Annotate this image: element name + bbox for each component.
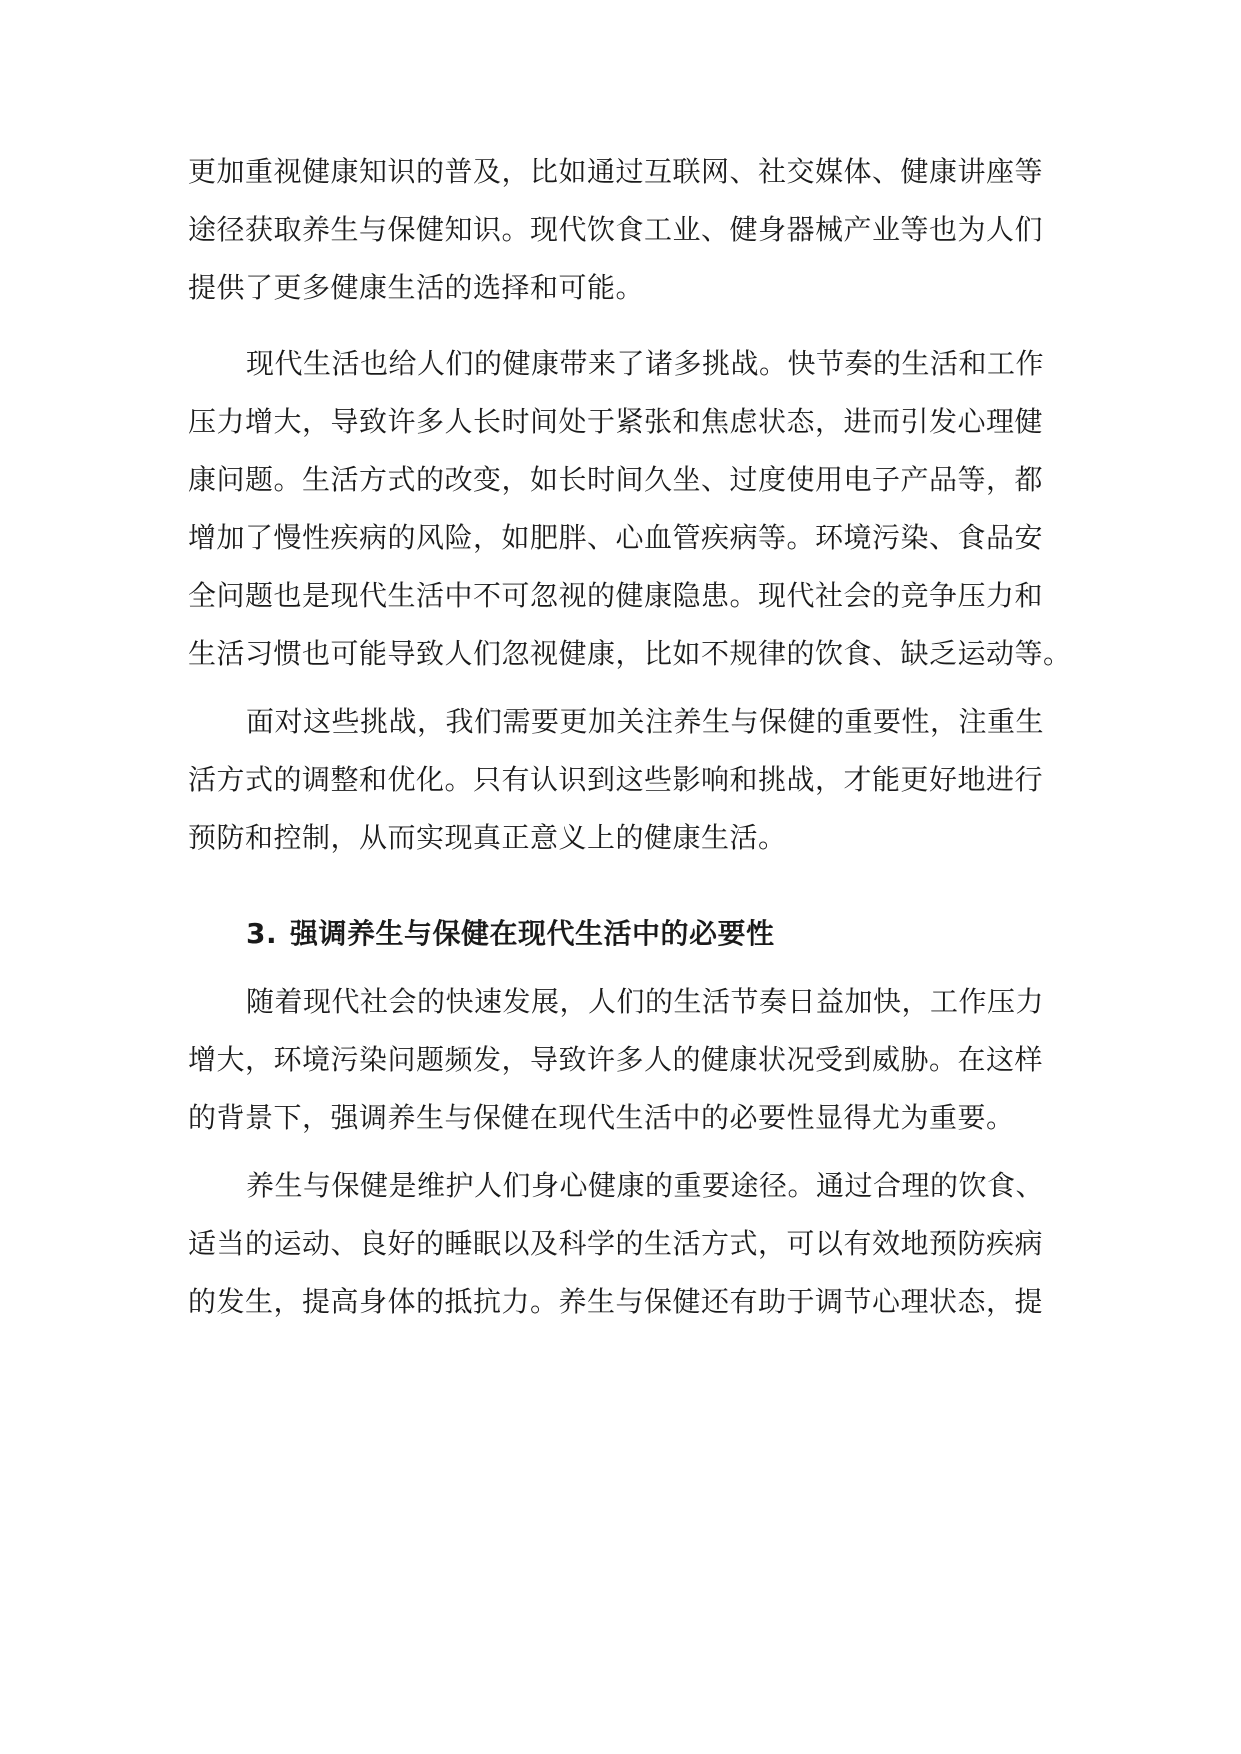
paragraph-line: 适当的运动、良好的睡眠以及科学的生活方式，可以有效地预防疾病 [188, 1227, 1044, 1260]
paragraph-line: 增大，环境污染问题频发，导致许多人的健康状况受到威胁。在这样 [188, 1043, 1044, 1076]
paragraph-line: 生活习惯也可能导致人们忽视健康，比如不规律的饮食、缺乏运动等。 [188, 637, 1072, 670]
paragraph-4 [188, 973, 1054, 1147]
paragraph-line: 面对这些挑战，我们需要更加关注养生与保健的重要性，注重生 [246, 705, 1045, 738]
section-heading [188, 905, 1054, 963]
paragraph-line: 养生与保健是维护人们身心健康的重要途径。通过合理的饮食、 [246, 1169, 1045, 1202]
paragraph-line: 全问题也是现代生活中不可忽视的健康隐患。现代社会的竞争压力和 [188, 579, 1044, 612]
paragraph-line: 压力增大，导致许多人长时间处于紧张和焦虑状态，进而引发心理健 [188, 405, 1044, 438]
section-title: 强调养生与保健在现代生活中的必要性 [290, 917, 775, 950]
paragraph-line: 的背景下，强调养生与保健在现代生活中的必要性显得尤为重要。 [188, 1101, 1015, 1134]
paragraph-line: 随着现代社会的快速发展，人们的生活节奏日益加快，工作压力 [246, 985, 1045, 1018]
paragraph-3 [188, 693, 1054, 867]
section-number: 3. [246, 917, 278, 950]
paragraph-line: 的发生，提高身体的抵抗力。养生与保健还有助于调节心理状态，提 [188, 1285, 1044, 1318]
page-content [188, 143, 1072, 1331]
paragraph-line: 途径获取养生与保健知识。现代饮食工业、健身器械产业等也为人们 [188, 213, 1044, 246]
paragraph-2 [188, 335, 1072, 683]
paragraph-line: 提供了更多健康生活的选择和可能。 [188, 271, 645, 304]
paragraph-line: 增加了慢性疾病的风险，如肥胖、心血管疾病等。环境污染、食品安 [188, 521, 1044, 554]
paragraph-line: 现代生活也给人们的健康带来了诸多挑战。快节奏的生活和工作 [246, 347, 1045, 380]
paragraph-1 [188, 143, 1054, 317]
paragraph-5 [188, 1157, 1054, 1331]
paragraph-line: 康问题。生活方式的改变，如长时间久坐、过度使用电子产品等，都 [188, 463, 1044, 496]
paragraph-line: 预防和控制，从而实现真正意义上的健康生活。 [188, 821, 787, 854]
paragraph-line: 活方式的调整和优化。只有认识到这些影响和挑战，才能更好地进行 [188, 763, 1044, 796]
paragraph-line: 更加重视健康知识的普及，比如通过互联网、社交媒体、健康讲座等 [188, 155, 1044, 188]
